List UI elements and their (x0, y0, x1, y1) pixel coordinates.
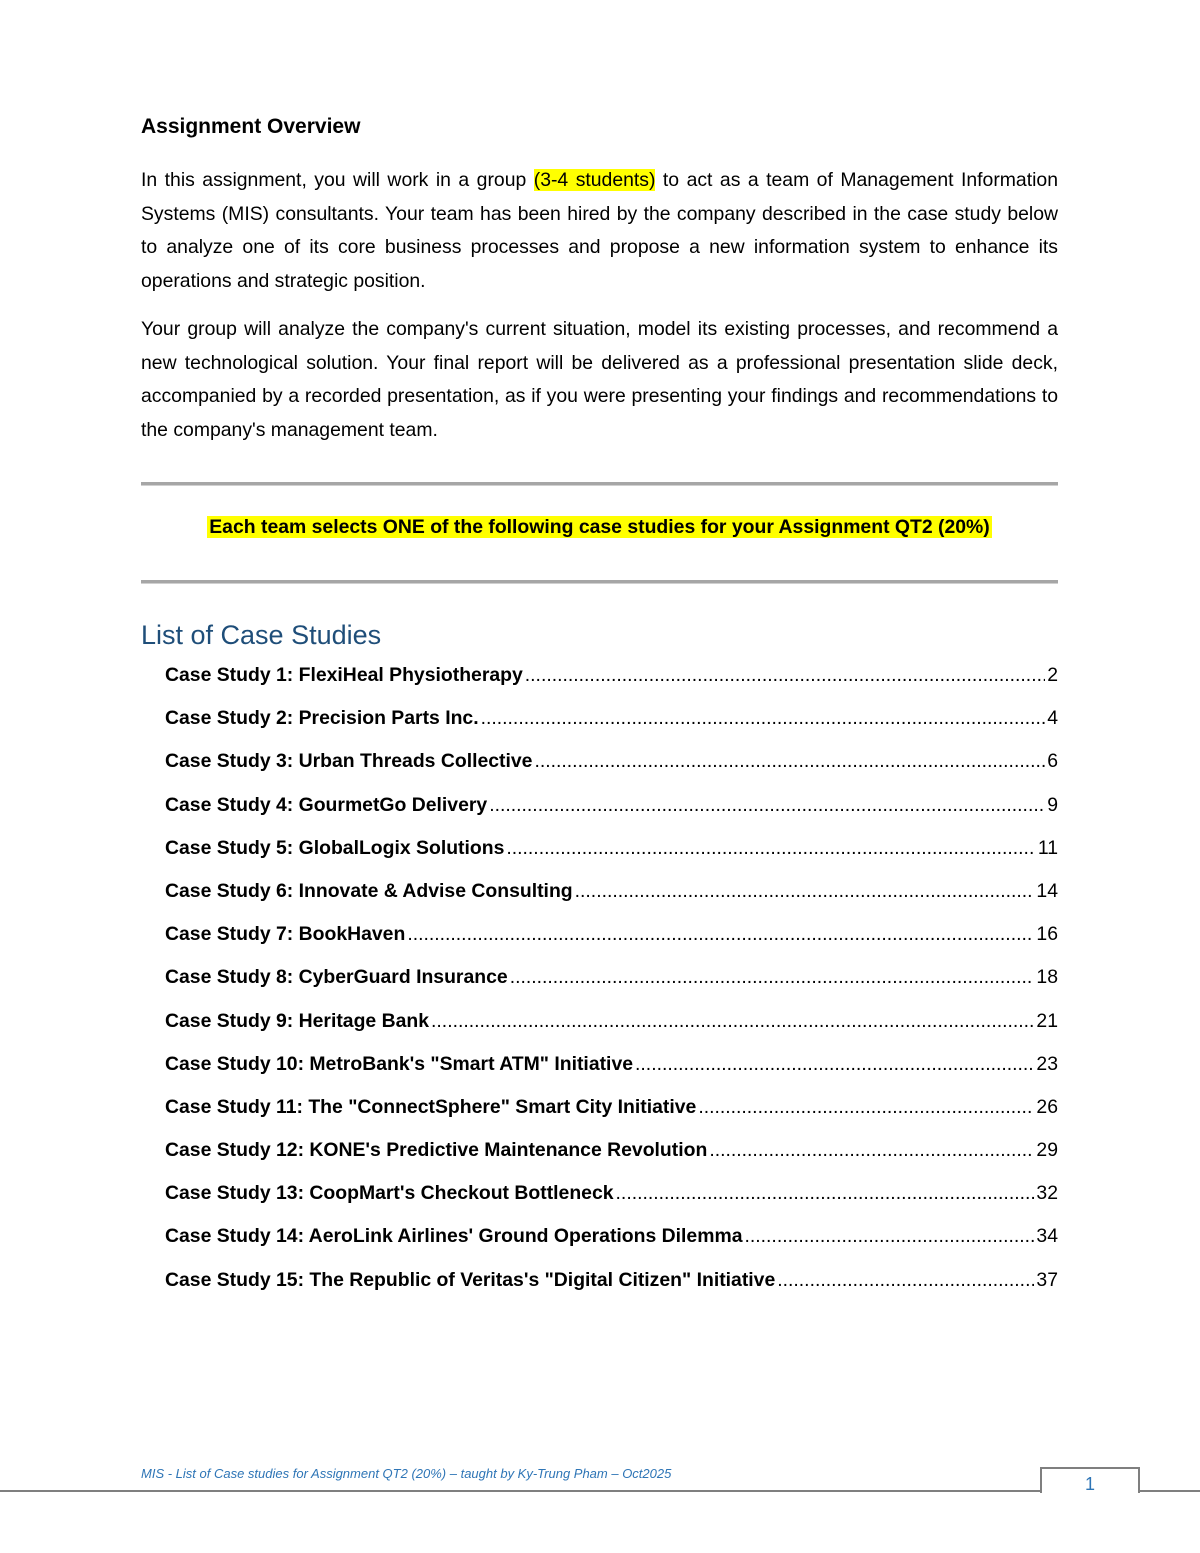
toc-leader-dots (534, 744, 1045, 778)
toc-entry-page: 37 (1036, 1268, 1058, 1291)
footer-text: MIS - List of Case studies for Assignment QT2 (20%) – taught by Ky-Trung Pham – Oct2025 (141, 1466, 672, 1481)
toc-entry-page: 18 (1036, 966, 1058, 989)
toc-leader-dots (709, 1133, 1034, 1167)
toc-entry-label: Case Study 15: The Republic of Veritas's "Digital Citizen" Initiative (165, 1268, 776, 1291)
toc-entry[interactable] (165, 874, 1058, 917)
overview-paragraph-1 (141, 164, 1058, 298)
toc-entry-page: 16 (1036, 923, 1058, 946)
toc-entry[interactable] (165, 1219, 1058, 1262)
toc-entry[interactable] (165, 744, 1058, 787)
footer-line (0, 1490, 1200, 1492)
toc-entry[interactable] (165, 1090, 1058, 1133)
toc-entry-label: Case Study 3: Urban Threads Collective (165, 750, 533, 773)
toc-leader-dots (525, 658, 1045, 692)
toc-entry-label: Case Study 6: Innovate & Advise Consulting (165, 879, 573, 902)
toc-entry-page: 9 (1047, 793, 1058, 816)
toc-entry[interactable] (165, 788, 1058, 831)
toc-entry-label: Case Study 11: The "ConnectSphere" Smart City Initiative (165, 1095, 697, 1118)
toc-leader-dots (635, 1047, 1034, 1081)
toc-entry-label: Case Study 10: MetroBank's "Smart ATM" Initiative (165, 1052, 634, 1075)
toc-entry[interactable] (165, 658, 1058, 701)
divider-top (141, 482, 1058, 486)
toc-leader-dots (698, 1090, 1034, 1124)
toc-entry-page: 4 (1047, 707, 1058, 730)
toc-entry[interactable] (165, 831, 1058, 874)
toc-entry[interactable] (165, 1176, 1058, 1219)
toc-entry[interactable] (165, 960, 1058, 1003)
toc-entry-label: Case Study 5: GlobalLogix Solutions (165, 836, 505, 859)
toc-entry-page: 23 (1036, 1052, 1058, 1075)
toc-entry[interactable] (165, 1263, 1058, 1306)
case-studies-list-heading: List of Case Studies (141, 620, 382, 650)
overview-p1-text-start: In this assignment, you will work in a group (141, 169, 534, 191)
toc-leader-dots (510, 960, 1035, 994)
overview-paragraph-2: Your group will analyze the company's current situation, model its existing processes, and recommend a new technological solution. Your final report will be delivered as a professional presentation slide deck, accompanied by a recorded presentation, as if you were presenting your findings and recommendations to the company's management team. (141, 318, 1058, 441)
toc-entry-page: 29 (1036, 1139, 1058, 1162)
toc-entry-label: Case Study 12: KONE's Predictive Maintenance Revolution (165, 1139, 708, 1162)
toc-entry-label: Case Study 14: AeroLink Airlines' Ground Operations Dilemma (165, 1225, 743, 1248)
toc-entry-label: Case Study 8: CyberGuard Insurance (165, 966, 508, 989)
toc-entry-label: Case Study 1: FlexiHeal Physiotherapy (165, 664, 523, 686)
toc-entry-page: 32 (1036, 1182, 1058, 1205)
assignment-overview-heading: Assignment Overview (141, 115, 361, 138)
toc-entry-page: 6 (1047, 750, 1058, 773)
toc-leader-dots (431, 1004, 1034, 1038)
toc-entry[interactable] (165, 701, 1058, 744)
toc-entry-page: 11 (1037, 836, 1058, 859)
toc-entry[interactable] (165, 1133, 1058, 1176)
table-of-contents (165, 658, 1058, 1306)
toc-leader-dots (407, 917, 1034, 951)
toc-leader-dots (489, 788, 1045, 822)
divider-bottom (141, 580, 1058, 584)
toc-entry[interactable] (165, 917, 1058, 960)
overview-p1-text-end: to act as a team of Management Information Systems (MIS) consultants. Your team has been hired by the company described in the case study below to analyze one of its core business processes and propose a new information system to enhance its operations and strategic position. (141, 169, 1058, 292)
toc-entry-page: 21 (1036, 1009, 1058, 1032)
toc-leader-dots (481, 701, 1046, 735)
page-number: 1 (1084, 1474, 1095, 1494)
selection-callout-text: Each team selects ONE of the following case studies for your Assignment QT2 (20%) (209, 516, 990, 538)
toc-entry-page: 34 (1036, 1225, 1058, 1248)
toc-entry-label: Case Study 9: Heritage Bank (165, 1009, 430, 1032)
toc-leader-dots (745, 1219, 1035, 1253)
toc-leader-dots (616, 1176, 1035, 1210)
selection-callout (141, 512, 1058, 542)
toc-entry-label: Case Study 7: BookHaven (165, 923, 406, 946)
toc-entry-page: 26 (1036, 1095, 1058, 1118)
toc-leader-dots (575, 874, 1035, 908)
toc-entry-label: Case Study 13: CoopMart's Checkout Bottleneck (165, 1182, 614, 1205)
toc-entry-page: 14 (1036, 879, 1058, 902)
toc-entry-page: 2 (1047, 664, 1058, 686)
toc-entry[interactable] (165, 1004, 1058, 1047)
toc-entry-label: Case Study 4: GourmetGo Delivery (165, 793, 488, 816)
toc-leader-dots (506, 831, 1035, 865)
toc-entry[interactable] (165, 1047, 1058, 1090)
toc-entry-label: Case Study 2: Precision Parts Inc. (165, 707, 479, 730)
group-size-highlight: (3-4 students) (533, 169, 656, 191)
toc-leader-dots (777, 1263, 1034, 1297)
